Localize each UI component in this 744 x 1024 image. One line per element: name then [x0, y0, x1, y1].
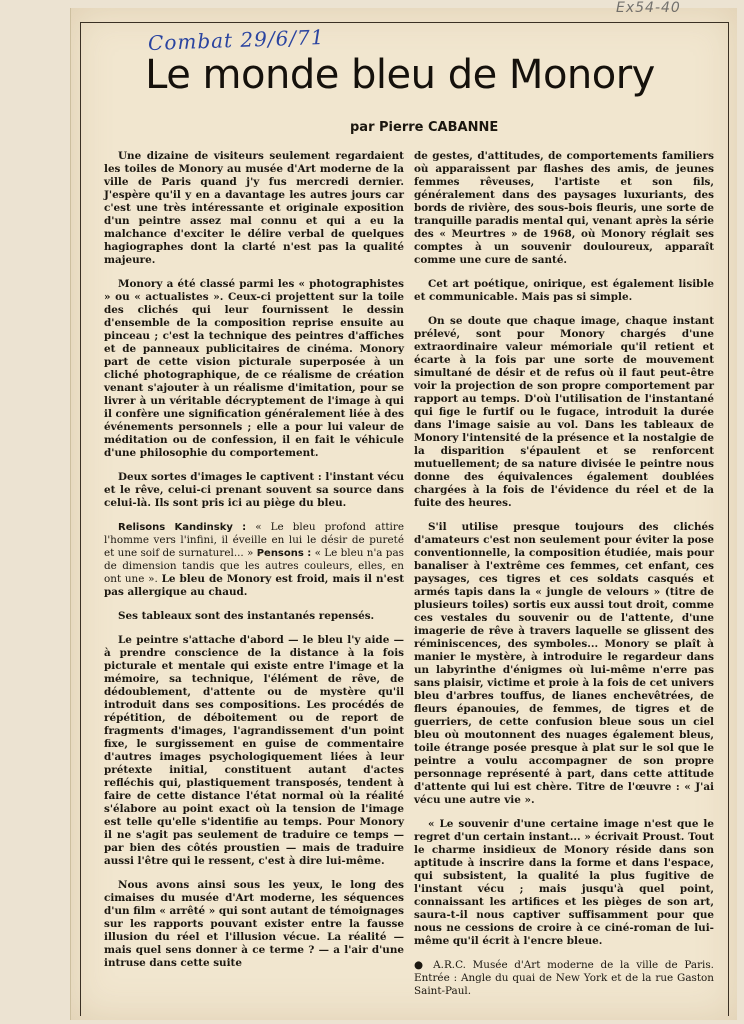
paragraph: « Le souvenir d'une certaine image n'est que le regret d'un certain instant... » écrivait Proust. Tout le charme insidieux de Monory réside dans son aptitude à inscrire dans la forme et dans l'espace, qui subsistent, la qualité la plus fugitive de l'instant vécu ; mais jusqu'à quel point, connaissant les artifices et les pièges de son art, saura-t-il nous captiver suffisamment pour que nous ne cessions de croire à ce ciné-roman de lui-même qu'il écrit à l'encre bleue.	[414, 818, 714, 947]
article-column-left	[104, 150, 404, 981]
paragraph: Une dizaine de visiteurs seulement regardaient les toiles de Monory au musée d'Art moderne de la ville de Paris quand j'y fus mercredi dernier. J'espère qu'il y en a davantage les autres jours car c'est une très intéressante et originale exposition d'un peintre assez mal connu et qui a eu la malchance d'exciter le délire verbal de quelques hagiographes dont la clarté n'est pas la qualité majeure.	[104, 150, 404, 266]
byline-name: CABANNE	[428, 120, 499, 135]
frame-rule-top	[80, 22, 728, 23]
paragraph: S'il utilise presque toujours des clichés d'amateurs c'est non seulement pour éviter la pose conventionnelle, la composition étudiée, mais pour banaliser à l'extrême ces femmes, cet enfant, ces paysages, ces tigres et ces soldats casqués et armés tapis dans la « jungle de velours » (titre de plusieurs toiles) sortis eux aussi tout droit, comme ces vestales du souvenir ou de l'attente, d'une imagerie de rêve à travers laquelle se glissent des réminiscences, des symboles... Monory se plaît à manier le mystère, à introduire le regardeur dans un labyrinthe d'énigmes où lui-même n'erre pas sans plaisir, victime et proie à la fois de cet univers bleu d'arbres touffus, de lianes enchevêtrées, de fleurs épanouies, de femmes, de tigres et de guerriers, de cette confusion bleue sous un ciel bleu où moutonnent des nuages également bleus, toile étrange posée presque à plat sur le sol que le peintre a voulu accompagner de son propre personnage représenté à part, dans cette attitude d'attente qui lui est chère. Titre de l'œuvre : « J'ai vécu une autre vie ».	[414, 521, 714, 806]
paragraph: de gestes, d'attitudes, de comportements familiers où apparaissent par flashes des amis, de jeunes femmes rêveuses, l'artiste et son fils, généralement dans des paysages luxuriants, des bords de rivière, des sous-bois fleuris, une sorte de tranquille paradis mental qui, venant après la série des « Meurtres » de 1968, où Monory réglait ses comptes à un souvenir douloureux, apparaît comme une cure de santé.	[414, 150, 714, 266]
paragraph: On se doute que chaque image, chaque instant prélevé, sont pour Monory chargés d'une extraordinaire valeur mémoriale qu'il retient et écarte à la fois par une sorte de mouvement simultané de désir et de refus où il faut peut-être voir la projection de son propre comportement par rapport au temps. D'où l'utilisation de l'instantané qui fige le furtif ou le fugace, introduit la durée dans l'image saisie au vol. Dans les tableaux de Monory l'intensité de la présence et la nostalgie de la disparition s'épaulent et se renforcent mutuellement; de sa nature divisée le peintre nous donne des équivalences également doublées chargées à la fois de l'évidence du réel et de la fuite des heures.	[414, 315, 714, 509]
byline-prefix: par Pierre	[350, 120, 424, 135]
handwritten-date-note: Combat 29/6/71	[147, 24, 325, 56]
article-title: Le monde bleu de Monory	[145, 52, 655, 98]
paragraph: Deux sortes d'images le captivent : l'instant vécu et le rêve, celui-ci prenant souvent sa source dans celui-là. Ils sont pris ici au piège du bleu.	[104, 471, 404, 509]
bullet-icon: ●	[414, 959, 427, 971]
paragraph: Le peintre s'attache d'abord — le bleu l'y aide — à prendre conscience de la distance à la fois picturale et mentale qui existe entre l'image et la mémoire, sa technique, l'élément de rêve, de dédoublement, d'attente ou de mystère qu'il introduit dans ses compositions. Les procédés de répétition, de déboitement ou de report de fragments d'images, l'agrandissement d'un point fixe, le surgissement en guise de commentaire d'autres images psychologiquement liées à leur prétexte initial, constituent autant d'actes refléchis qui, plastiquement transposés, tendent à faire de cette distance l'état normal où la réalité s'élabore au point exact où la tension de l'image est telle qu'elle s'identifie au temps. Pour Monory il ne s'agit pas seulement de traduire ce temps — par bien des côtés proustien — mais de traduire aussi l'être qui le ressent, c'est à dire lui-même.	[104, 634, 404, 867]
footnote-text: A.R.C. Musée d'Art moderne de la ville de Paris. Entrée : Angle du quai de New York et de la rue Gaston Saint-Paul.	[414, 959, 714, 997]
quote-conclusion: Le bleu de Monory est froid, mais il n'est pas allergique au chaud.	[104, 573, 404, 598]
frame-rule-right	[728, 22, 729, 1016]
paragraph: Nous avons ainsi sous les yeux, le long des cimaises du musée d'Art moderne, les séquences d'un film « arrêté » qui sont autant de témoignages sur les rapports pouvant exister entre la fausse illusion du réel et l'illusion vécue. La réalité — mais quel sens donner à ce terme ? — a l'air d'une intruse dans cette suite	[104, 879, 404, 969]
byline	[350, 120, 498, 135]
paragraph: Cet art poétique, onirique, est également lisible et communicable. Mais pas si simple.	[414, 278, 714, 303]
quote-text: « Le bleu n'a pas de dimension tandis que les autres couleurs, elles, en ont une ».	[104, 547, 404, 585]
article-column-right	[414, 150, 714, 1009]
quote-label: Pensons :	[256, 548, 312, 559]
paragraph: Monory a été classé parmi les « photographistes » ou « actualistes ». Ceux-ci projettent sur la toile des clichés qui leur fournissent le dessin d'ensemble de la composition reprise ensuite au pinceau ; c'est la technique des peintres d'affiches et de panneaux publicitaires de cinéma. Monory part de cette vision picturale superposée à un cliché photographique, de ce réalisme de création venant s'ajouter à un réalisme d'imitation, pour se livrer à un véritable décryptement de l'image à qui il confère une signification généralement liée à des événements personnels ; elle a pour lui valeur de méditation ou de confession, il en fait le véhicule d'une philosophie du comportement.	[104, 278, 404, 459]
archive-mark: Ex54-40	[616, 0, 681, 16]
footnote	[414, 959, 714, 998]
kandinsky-quote	[104, 521, 404, 599]
paragraph: Ses tableaux sont des instantanés repensés.	[118, 610, 375, 622]
quote-text: « Le bleu profond attire l'homme vers l'infini, il éveille en lui le désir de pureté et une soif de surnaturel... »	[104, 521, 404, 559]
frame-rule-left	[80, 22, 81, 1016]
quote-label: Relisons Kandinsky :	[118, 522, 247, 533]
